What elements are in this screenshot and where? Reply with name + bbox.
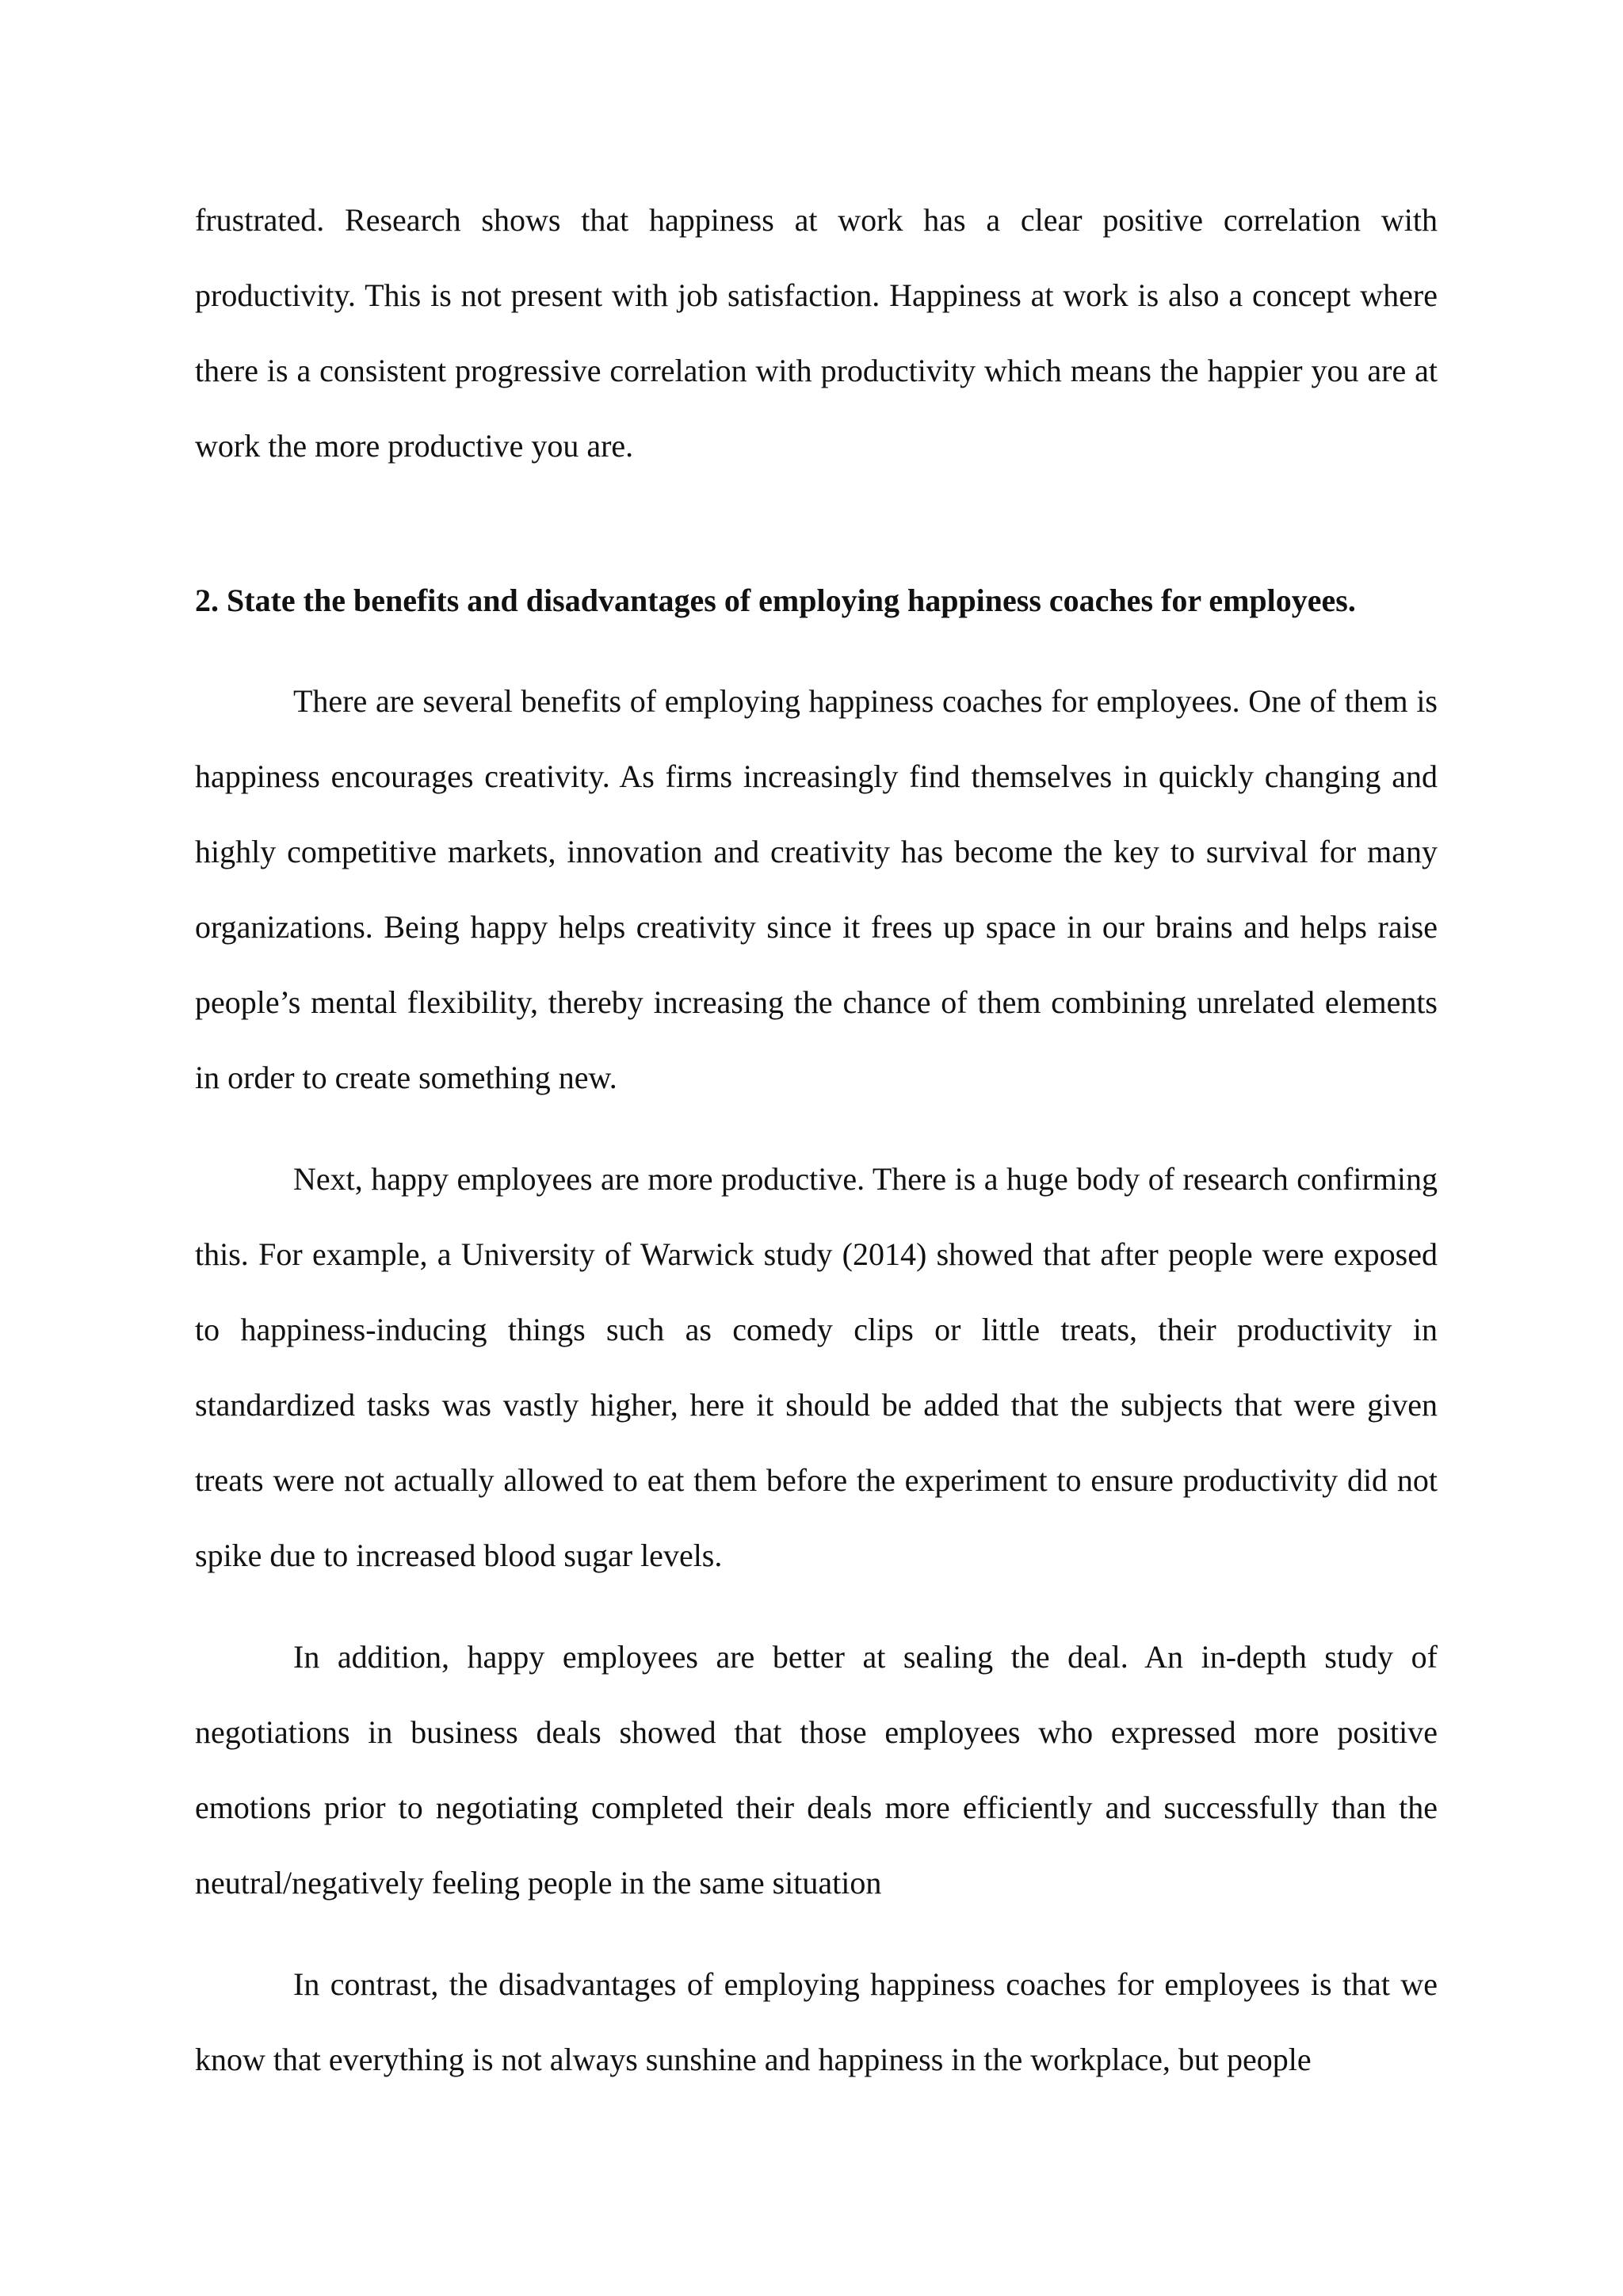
- section-heading: 2. State the benefits and disadvantages of employing happiness coaches for employees.: [195, 583, 1356, 618]
- productivity-paragraph: Next, happy employees are more productive. There is a huge body of research confirming this. For example, a University of Warwick study (2014) showed that after people were exposed to happiness-inducing things such as comedy clips or little treats, their productivity in standardized tasks was vastly higher, here it should be added that the subjects that were given treats were not actually allowed to eat them before the experiment to ensure productivity did not spike due to increased blood sugar levels.: [195, 1161, 1438, 1573]
- continuation-paragraph: frustrated. Research shows that happiness at work has a clear positive correlation with productivity. This is not present with job satisfaction. Happiness at work is also a concept where there is a consistent progressive correlation with productivity which means the happier you are at work the more productive you are.: [195, 202, 1438, 464]
- document-body: [195, 182, 1438, 2123]
- benefits-intro-paragraph: There are several benefits of employing happiness coaches for employees. One of them is happiness encourages creativity. As firms increasingly find themselves in quickly changing and highly competitive markets, innovation and creativity has become the key to survival for many organizations. Being happy helps creativity since it frees up space in our brains and helps raise people’s mental flexibility, thereby increasing the chance of them combining unrelated elements in order to create something new.: [195, 683, 1438, 1095]
- negotiation-paragraph: In addition, happy employees are better at sealing the deal. An in-depth study of negotiations in business deals showed that those employees who expressed more positive emotions prior to negotiating completed their deals more efficiently and successfully than the neutral/negatively feeling people in the same situation: [195, 1639, 1438, 1901]
- disadvantages-paragraph: In contrast, the disadvantages of employing happiness coaches for employees is that we know that everything is not always sunshine and happiness in the workplace, but people: [195, 1966, 1438, 2077]
